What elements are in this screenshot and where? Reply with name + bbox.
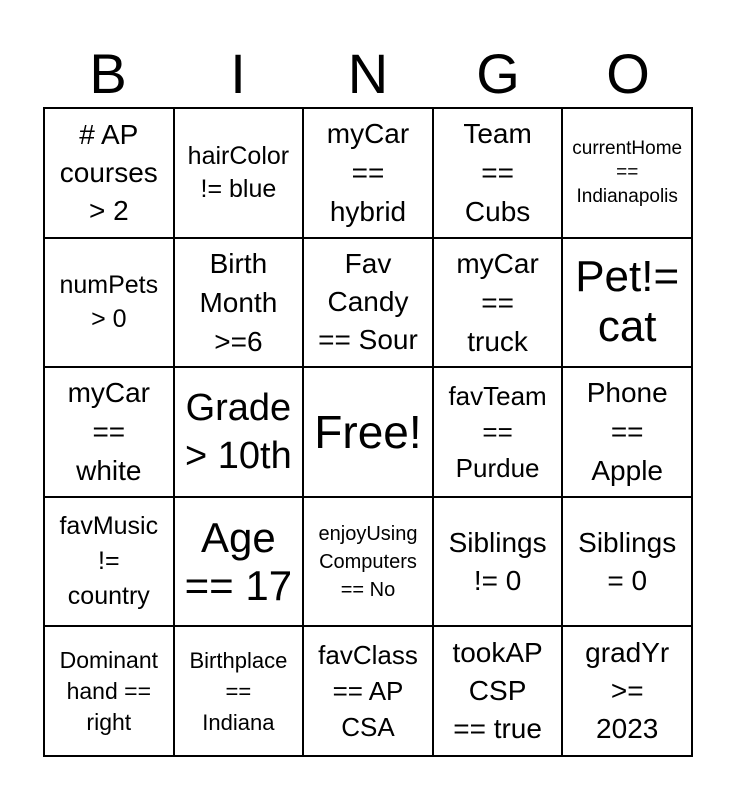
bingo-board <box>43 107 693 757</box>
bingo-cell-text: enjoyUsing Computers == No <box>318 522 418 601</box>
bingo-cell-text: Grade > 10th <box>185 386 292 477</box>
free-space-cell <box>303 367 433 497</box>
bingo-cell <box>303 108 433 238</box>
header-letter-g: G <box>476 42 520 105</box>
bingo-cell <box>44 497 174 627</box>
header-letter-i: I <box>230 42 246 105</box>
bingo-cell <box>562 626 692 756</box>
bingo-cell-text: favTeam == Purdue <box>448 380 547 483</box>
bingo-cell <box>562 238 692 368</box>
bingo-cell <box>562 367 692 497</box>
bingo-cell <box>174 367 304 497</box>
bingo-cell-text: Pet!= cat <box>575 252 680 352</box>
bingo-cell-text: tookAP CSP == true <box>452 637 543 745</box>
bingo-cell <box>174 626 304 756</box>
bingo-cell-text: Team == Cubs <box>463 118 532 228</box>
bingo-cell-text: Birthplace == Indiana <box>189 647 288 735</box>
bingo-cell <box>433 108 563 238</box>
bingo-cell-text: Dominant hand == right <box>59 646 159 735</box>
bingo-cell <box>174 108 304 238</box>
bingo-cell <box>44 238 174 368</box>
bingo-cell-text: favMusic != country <box>59 512 159 611</box>
bingo-cell <box>562 108 692 238</box>
bingo-cell <box>174 497 304 627</box>
bingo-cell-text: Siblings = 0 <box>578 526 677 596</box>
bingo-cell <box>44 108 174 238</box>
bingo-cell <box>433 497 563 627</box>
header-letter-n: N <box>347 42 389 105</box>
bingo-cell-text: Age == 17 <box>184 513 293 609</box>
bingo-cell <box>433 626 563 756</box>
bingo-cell-text: favClass == AP CSA <box>318 640 418 743</box>
bingo-cell <box>303 497 433 627</box>
header-letter-o: O <box>606 42 650 105</box>
bingo-cell-text: myCar == white <box>67 377 151 487</box>
bingo-cell-text: Phone == Apple <box>586 377 668 487</box>
bingo-cell-text: numPets > 0 <box>59 271 159 334</box>
bingo-cell <box>174 238 304 368</box>
bingo-cell <box>433 238 563 368</box>
free-space-text: Free! <box>314 405 422 458</box>
bingo-cell <box>303 238 433 368</box>
bingo-cell <box>44 367 174 497</box>
bingo-cell-text: myCar == truck <box>456 247 539 357</box>
bingo-cell <box>562 497 692 627</box>
bingo-cell-text: gradYr >= 2023 <box>585 637 670 745</box>
bingo-cell <box>303 626 433 756</box>
bingo-cell-text: myCar == hybrid <box>326 118 410 228</box>
bingo-cell-text: Birth Month >=6 <box>199 247 278 357</box>
bingo-cell-text: Fav Candy == Sour <box>318 248 418 356</box>
bingo-cell <box>433 367 563 497</box>
bingo-cell-text: Siblings != 0 <box>448 526 547 596</box>
bingo-cell-text: # AP courses > 2 <box>59 118 158 226</box>
bingo-cell-text: currentHome == Indianapolis <box>572 137 683 207</box>
bingo-header <box>43 40 693 108</box>
bingo-cell <box>44 626 174 756</box>
header-letter-b: B <box>89 42 127 105</box>
bingo-cell-text: hairColor != blue <box>187 141 290 203</box>
